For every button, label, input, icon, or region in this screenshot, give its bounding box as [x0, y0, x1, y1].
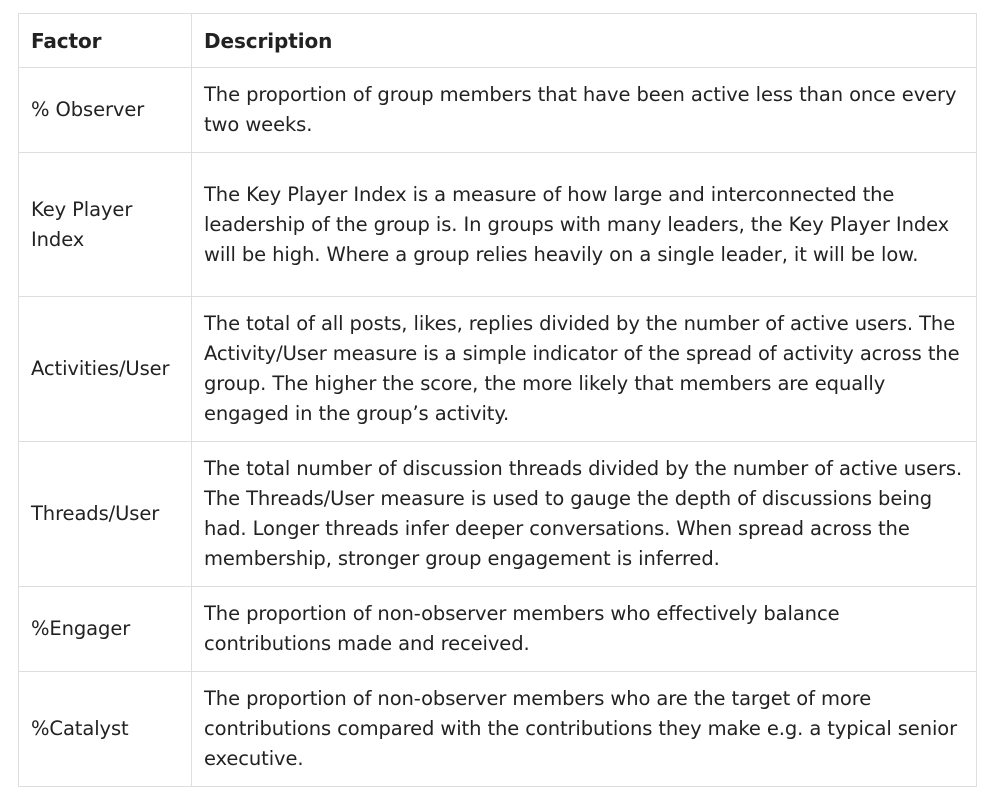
description-cell: The proportion of non-observer members who effectively balance contributions made and received.: [192, 587, 977, 672]
table-row: [19, 442, 977, 587]
factor-cell: % Observer: [19, 68, 192, 153]
table-row: [19, 297, 977, 442]
table-row: [19, 587, 977, 672]
factor-cell: %Engager: [19, 587, 192, 672]
factor-cell: Activities/User: [19, 297, 192, 442]
table-row: [19, 672, 977, 787]
description-cell: The total of all posts, likes, replies divided by the number of active users. The Activity/User measure is a simple indicator of the spread of activity across the group. The higher the score, the more likely that members are equally engaged in the group’s activity.: [192, 297, 977, 442]
description-cell: The total number of discussion threads divided by the number of active users. The Threads/User measure is used to gauge the depth of discussions being had. Longer threads infer deeper conversations. When spread across the membership, stronger group engagement is inferred.: [192, 442, 977, 587]
header-factor: Factor: [19, 14, 192, 68]
factor-table: [18, 13, 977, 787]
description-cell: The proportion of non-observer members who are the target of more contributions compared with the contributions they make e.g. a typical senior executive.: [192, 672, 977, 787]
description-cell: The proportion of group members that have been active less than once every two weeks.: [192, 68, 977, 153]
header-description: Description: [192, 14, 977, 68]
table-header-row: [19, 14, 977, 68]
factor-cell: Key Player Index: [19, 153, 192, 297]
description-cell: The Key Player Index is a measure of how large and interconnected the leadership of the group is. In groups with many leaders, the Key Player Index will be high. Where a group relies heavily on a single leader, it will be low.: [192, 153, 977, 297]
table-container: [18, 13, 976, 787]
table-row: [19, 153, 977, 297]
table-row: [19, 68, 977, 153]
factor-cell: Threads/User: [19, 442, 192, 587]
factor-cell: %Catalyst: [19, 672, 192, 787]
